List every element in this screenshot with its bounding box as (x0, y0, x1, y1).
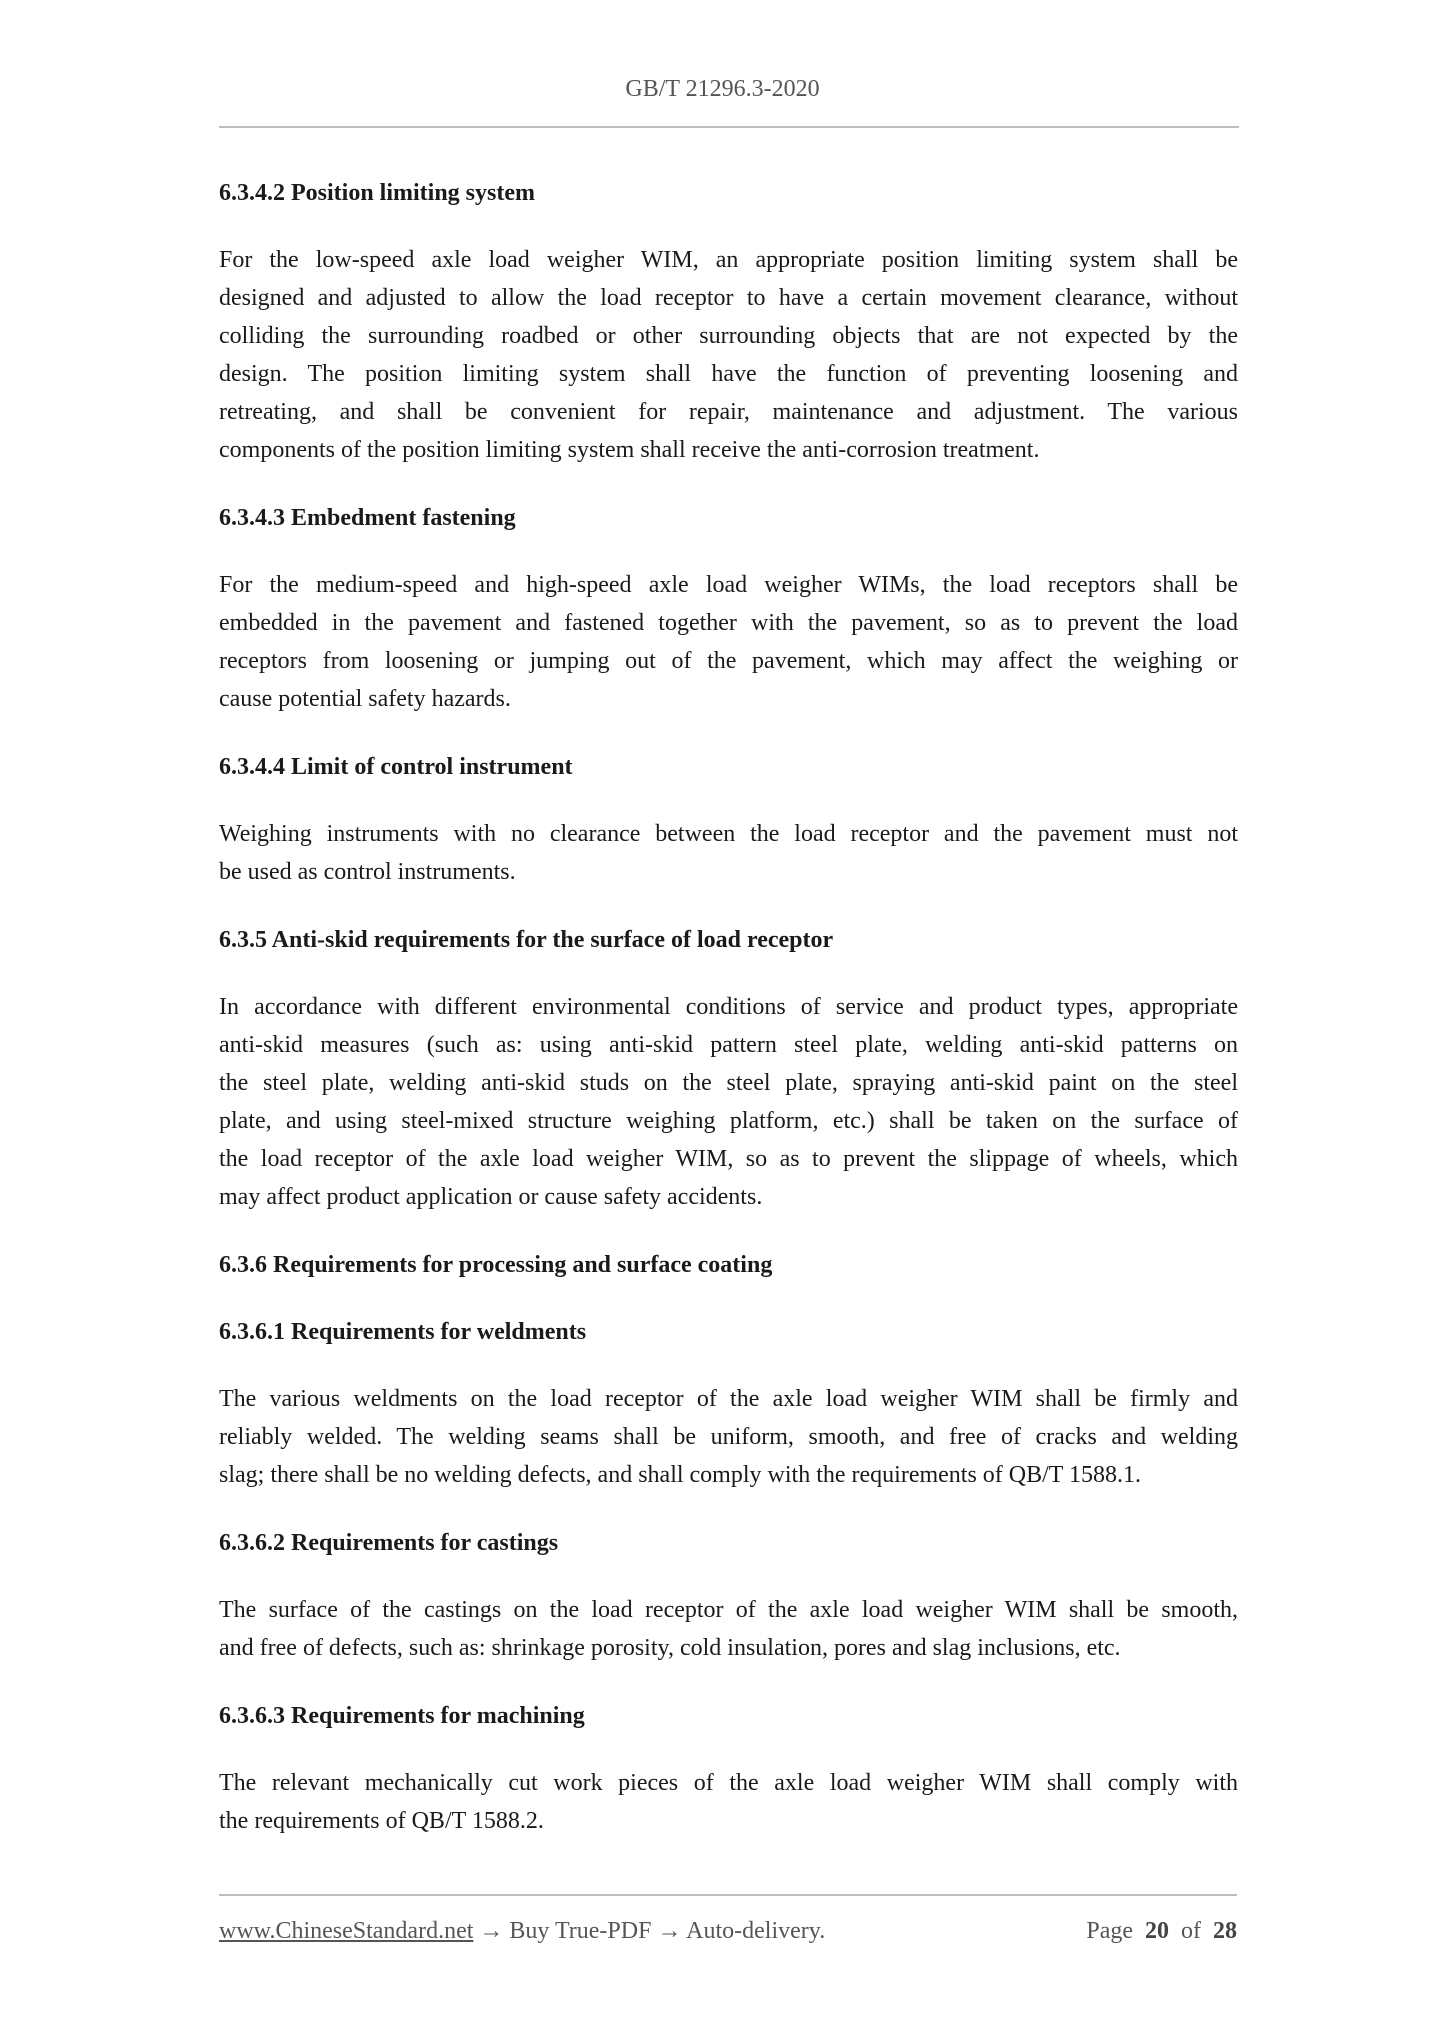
section-heading: 6.3.6 Requirements for processing and surface coating (219, 1252, 773, 1278)
paragraph-line: In accordance with different environmental conditions of service and product types, appropriate (219, 994, 1238, 1020)
document-body (219, 174, 1238, 1870)
paragraph-line: The various weldments on the load receptor of the axle load weigher WIM shall be firmly and (219, 1386, 1238, 1412)
paragraph-line: cause potential safety hazards. (219, 686, 511, 712)
section-heading: 6.3.5 Anti-skid requirements for the surface of load receptor (219, 927, 834, 953)
paragraph-line: may affect product application or cause safety accidents. (219, 1184, 763, 1210)
paragraph-line: receptors from loosening or jumping out of the pavement, which may affect the weighing or (219, 648, 1238, 674)
section-heading: 6.3.4.2 Position limiting system (219, 180, 535, 206)
section-paragraph (219, 815, 1238, 891)
buy-text: Buy True-PDF (509, 1918, 652, 1944)
paragraph-line: retreating, and shall be convenient for repair, maintenance and adjustment. The various (219, 399, 1238, 425)
paragraph-line: components of the position limiting system shall receive the anti-corrosion treatment. (219, 437, 1040, 463)
section-paragraph (219, 988, 1238, 1216)
section-heading: 6.3.6.2 Requirements for castings (219, 1530, 559, 1556)
paragraph-line: embedded in the pavement and fastened together with the pavement, so as to prevent the load (219, 610, 1238, 636)
paragraph-line: For the medium-speed and high-speed axle load weigher WIMs, the load receptors shall be (219, 572, 1238, 598)
paragraph-line: The surface of the castings on the load receptor of the axle load weigher WIM shall be smooth, (219, 1597, 1238, 1623)
paragraph-line: and free of defects, such as: shrinkage porosity, cold insulation, pores and slag inclusions, etc. (219, 1635, 1121, 1661)
page-indicator (1086, 1918, 1237, 1945)
section-paragraph (219, 241, 1238, 469)
section-paragraph (219, 1591, 1238, 1667)
section-paragraph (219, 1764, 1238, 1840)
section-paragraph (219, 1380, 1238, 1494)
paragraph-line: the requirements of QB/T 1588.2. (219, 1808, 544, 1834)
page-total: 28 (1213, 1918, 1237, 1944)
section-heading: 6.3.4.3 Embedment fastening (219, 505, 516, 531)
footer (219, 1918, 1237, 1945)
website-link[interactable]: www.ChineseStandard.net (219, 1918, 474, 1944)
paragraph-line: anti-skid measures (such as: using anti-skid pattern steel plate, welding anti-skid patterns on (219, 1032, 1238, 1058)
footer-left (219, 1918, 825, 1945)
paragraph-line: Weighing instruments with no clearance between the load receptor and the pavement must not (219, 821, 1238, 847)
document-id-header: GB/T 21296.3-2020 (625, 76, 820, 102)
paragraph-line: For the low-speed axle load weigher WIM, an appropriate position limiting system shall be (219, 247, 1238, 273)
paragraph-line: The relevant mechanically cut work pieces of the axle load weigher WIM shall comply with (219, 1770, 1238, 1796)
paragraph-line: the steel plate, welding anti-skid studs on the steel plate, spraying anti-skid paint on the steel (219, 1070, 1238, 1096)
section-heading: 6.3.6.3 Requirements for machining (219, 1703, 585, 1729)
delivery-text: Auto-delivery. (686, 1918, 826, 1944)
paragraph-line: plate, and using steel-mixed structure weighing platform, etc.) shall be taken on the surface of (219, 1108, 1238, 1134)
paragraph-line: the load receptor of the axle load weigher WIM, so as to prevent the slippage of wheels, which (219, 1146, 1238, 1172)
section-paragraph (219, 566, 1238, 718)
paragraph-line: designed and adjusted to allow the load receptor to have a certain movement clearance, without (219, 285, 1238, 311)
footer-divider (219, 1894, 1237, 1896)
header-divider (219, 126, 1239, 128)
of-label: of (1181, 1918, 1201, 1944)
paragraph-line: reliably welded. The welding seams shall be uniform, smooth, and free of cracks and welding (219, 1424, 1238, 1450)
paragraph-line: design. The position limiting system shall have the function of preventing loosening and (219, 361, 1238, 387)
paragraph-line: slag; there shall be no welding defects, and shall comply with the requirements of QB/T 1588.1. (219, 1462, 1142, 1488)
page-number: 20 (1145, 1918, 1169, 1944)
section-heading: 6.3.6.1 Requirements for weldments (219, 1319, 587, 1345)
arrow-icon: → (479, 1918, 504, 1944)
paragraph-line: be used as control instruments. (219, 859, 516, 885)
section-heading: 6.3.4.4 Limit of control instrument (219, 754, 573, 780)
paragraph-line: colliding the surrounding roadbed or other surrounding objects that are not expected by the (219, 323, 1238, 349)
page-label: Page (1086, 1918, 1133, 1944)
arrow-icon: → (657, 1918, 682, 1944)
